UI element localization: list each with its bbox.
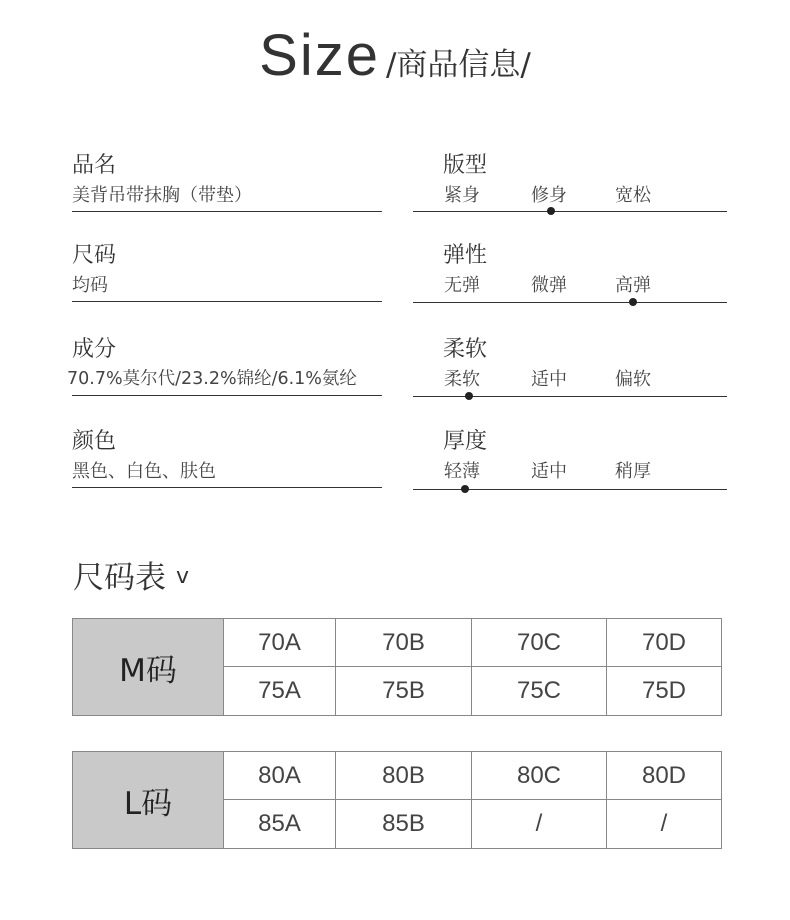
attr-label: 柔软: [443, 337, 488, 362]
size-cell: 75D: [641, 677, 687, 704]
size-cell: 70A: [258, 629, 301, 656]
size-cell: /: [535, 810, 543, 837]
size-cell: 85B: [382, 810, 425, 837]
header-subtitle: /商品信息/: [385, 47, 531, 83]
attr-option: 适中: [531, 369, 567, 390]
chevron-down-icon: v: [176, 564, 190, 589]
info-value: 黑色、白色、肤色: [72, 461, 216, 482]
attr-option: 稍厚: [615, 461, 651, 482]
attr-label: 厚度: [443, 429, 488, 454]
attr-option: 柔软: [444, 369, 480, 390]
info-label: 成分: [72, 337, 117, 362]
scale-marker: [465, 392, 473, 400]
size-cell: 85A: [258, 810, 301, 837]
scale-marker: [461, 485, 469, 493]
attr-option: 修身: [531, 185, 567, 206]
size-chart-title: [73, 552, 189, 597]
size-cell: 80C: [516, 762, 562, 789]
divider: [72, 395, 382, 396]
size-cell: 70C: [516, 629, 562, 656]
size-cell: 75A: [258, 677, 301, 704]
info-value: 均码: [72, 275, 108, 296]
size-cell: 80B: [382, 762, 425, 789]
scale-line: [413, 396, 727, 397]
attr-option: 适中: [531, 461, 567, 482]
size-cell: 80D: [641, 762, 687, 789]
info-value: 70.7%莫尔代/23.2%锦纶/6.1%氨纶: [67, 369, 357, 389]
size-chart-title-text: 尺码表: [73, 560, 166, 596]
attr-option: 紧身: [444, 185, 480, 206]
size-group-label: M码: [73, 619, 223, 715]
info-size: [72, 238, 382, 304]
size-table-m: [72, 618, 722, 716]
info-label: 品名: [72, 153, 117, 178]
scale-line: [413, 302, 727, 303]
attr-option: 宽松: [615, 185, 651, 206]
attr-option: 无弹: [444, 275, 480, 296]
info-material: [67, 332, 382, 398]
scale-marker: [547, 207, 555, 215]
page-header: [0, 22, 790, 89]
scale-marker: [629, 298, 637, 306]
size-cell: /: [660, 810, 668, 837]
info-label: 颜色: [72, 429, 117, 454]
attr-softness: [413, 332, 727, 402]
attr-option: 高弹: [615, 275, 651, 296]
divider: [72, 211, 382, 212]
size-cell: 75C: [516, 677, 562, 704]
attr-fit: [413, 148, 727, 218]
attr-label: 版型: [443, 153, 488, 178]
attr-option: 轻薄: [444, 461, 480, 482]
attr-option: 偏软: [615, 369, 651, 390]
divider: [72, 301, 382, 302]
divider: [72, 487, 382, 488]
size-group-label: L码: [73, 752, 223, 848]
size-cell: 75B: [382, 677, 425, 704]
attr-elasticity: [413, 238, 727, 308]
info-color: [72, 424, 382, 490]
header-title: Size: [259, 23, 380, 88]
attr-thickness: [413, 424, 727, 494]
info-value: 美背吊带抹胸（带垫）: [72, 185, 252, 206]
attr-option: 微弹: [531, 275, 567, 296]
info-label: 尺码: [72, 243, 117, 268]
attr-label: 弹性: [443, 243, 488, 268]
size-cell: 70D: [641, 629, 687, 656]
size-cell: 70B: [382, 629, 425, 656]
size-cell: 80A: [258, 762, 301, 789]
size-table-l: [72, 751, 722, 849]
info-product-name: [72, 148, 382, 214]
scale-line: [413, 211, 727, 212]
